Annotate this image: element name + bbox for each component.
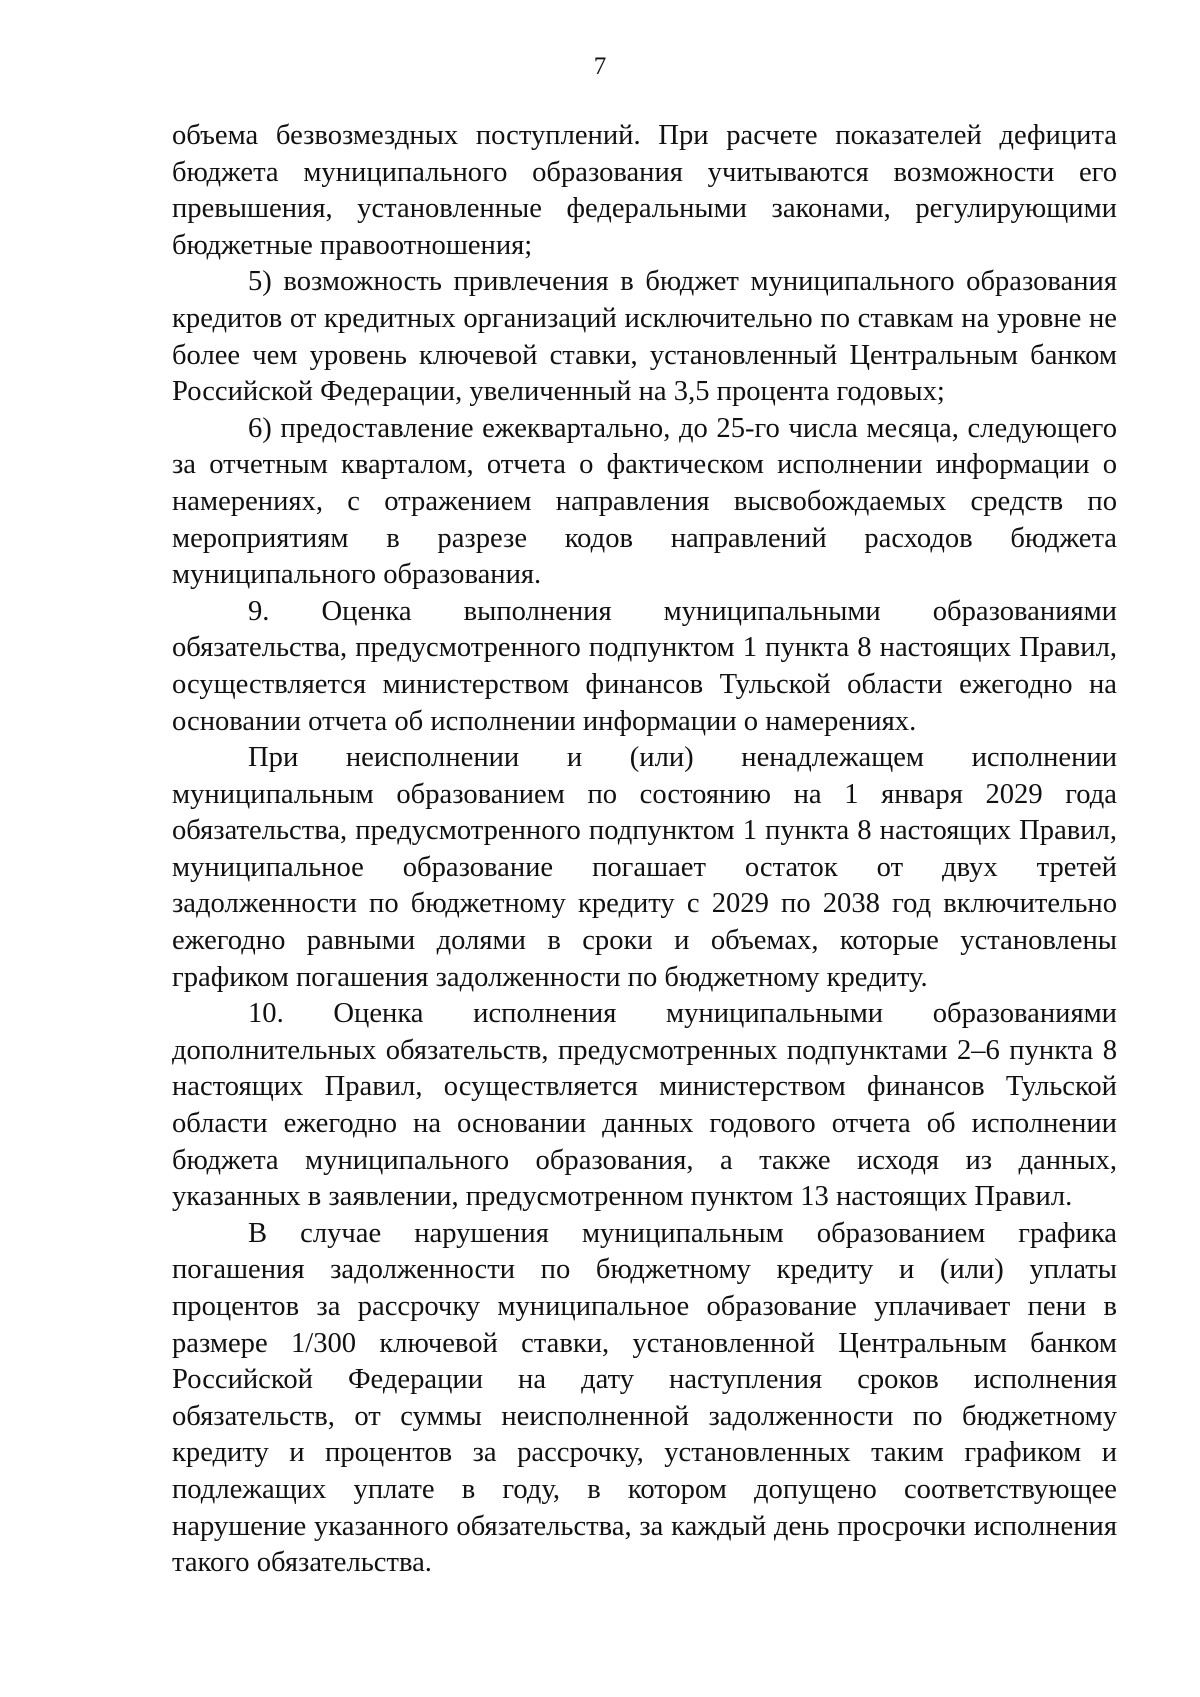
paragraph-section-9-assessment: 9. Оценка выполнения муниципальными образованиями обязательства, предусмотренного подпунктом 1 пункта 8 настоящих Правил, осуществляется министерством финансов Тульской области ежегодно на основании отчета об исполнении информации о намерениях. — [172, 595, 1117, 737]
paragraph-budget-deficit-continuation: объема безвозмездных поступлений. При расчете показателей дефицита бюджета муниципального образования учитываются возможности его превышения, установленные федеральными законами, регулирующими бюджетные правоотношения; — [172, 120, 1117, 261]
paragraph-item-5-credit-rates: 5) возможность привлечения в бюджет муниципального образования кредитов от кредитных организаций исключительно по ставкам на уровне не более чем уровень ключевой ставки, установленный Центральным банком Российской Федерации, увеличенный на 3,5 процента годовых; — [172, 266, 1117, 408]
page-number: 7 — [593, 53, 607, 80]
paragraph-item-6-quarterly-report: 6) предоставление ежеквартально, до 25-го числа месяца, следующего за отчетным кварталом, отчета о фактическом исполнении информации о намерениях, с отражением направления высвобождаемых средств по мероприятиям в разрезе кодов направлений расходов бюджета муниципального образования. — [172, 412, 1117, 591]
paragraph-non-fulfillment-repayment: При неисполнении и (или) ненадлежащем исполнении муниципальным образованием по состоянию на 1 января 2029 года обязательства, предусмотренного подпунктом 1 пункта 8 настоящих Правил, муниципальное образование погашает остаток от двух третей задолженности по бюджетному кредиту с 2029 по 2038 год включительно ежегодно равными долями в сроки и объемах, которые установлены графиком погашения задолженности по бюджетному кредиту. — [172, 742, 1117, 993]
document-body — [172, 118, 1117, 1582]
paragraph-section-10-additional-obligations: 10. Оценка исполнения муниципальными образованиями дополнительных обязательств, предусмотренных подпунктами 2–6 пункта 8 настоящих Правил, осуществляется министерством финансов Тульской области ежегодно на основании данных годового отчета об исполнении бюджета муниципального образования, а также исходя из данных, указанных в заявлении, предусмотренном пунктом 13 настоящих Правил. — [172, 998, 1117, 1213]
paragraph-penalty-clause: В случае нарушения муниципальным образованием графика погашения задолженности по бюджетному кредиту и (или) уплаты процентов за рассрочку муниципальное образование уплачивает пени в размере 1/300 ключевой ставки, установленной Центральным банком Российской Федерации на дату наступления сроков исполнения обязательств, от суммы неисполненной задолженности по бюджетному кредиту и процентов за рассрочку, установленных таким графиком и подлежащих уплате в году, в котором допущено соответствующее нарушение указанного обязательства, за каждый день просрочки исполнения такого обязательства. — [172, 1217, 1117, 1579]
